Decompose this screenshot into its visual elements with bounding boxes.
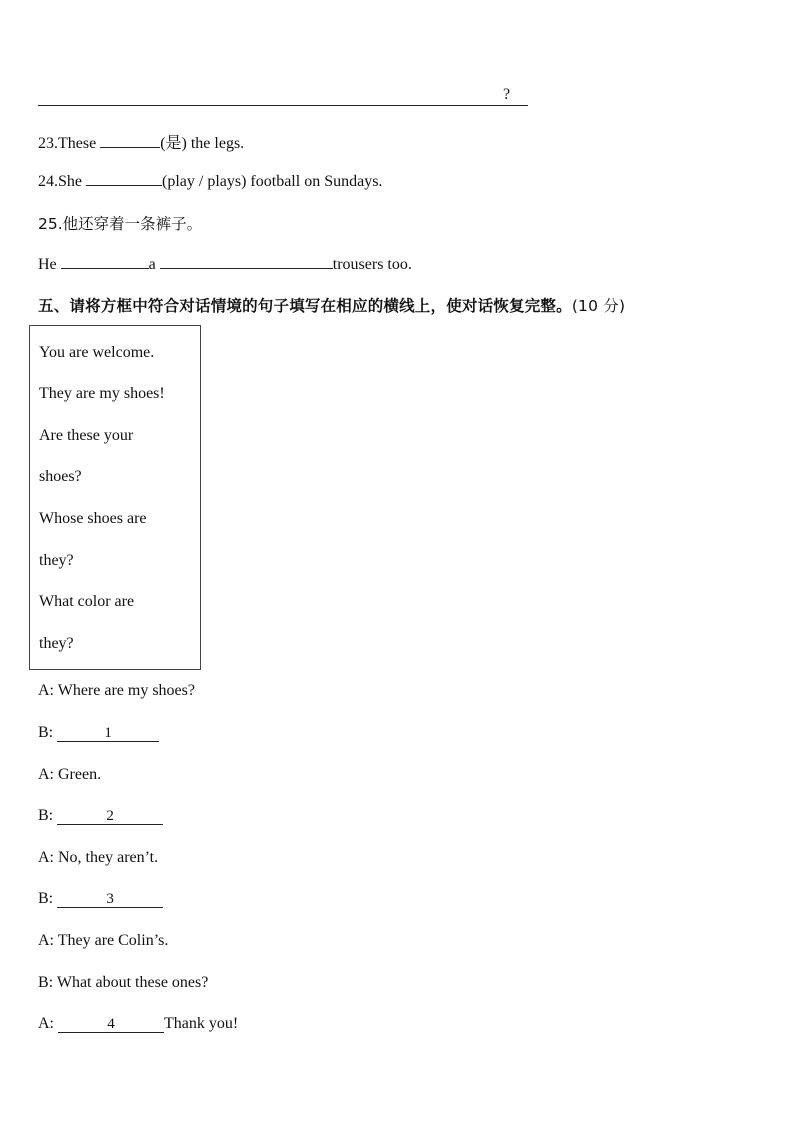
dialogue-text: Green.	[58, 766, 102, 783]
option-text: Whose shoes are	[39, 510, 147, 527]
dialogue-blank-4[interactable]: 4	[58, 1016, 164, 1033]
dialogue-blank-3[interactable]: 3	[57, 891, 163, 908]
answer-line-qmark: ?	[503, 86, 511, 103]
q24-number: 24.	[38, 173, 58, 190]
dialogue-text: No, they aren’t.	[58, 849, 159, 866]
speaker-label: A:	[38, 932, 54, 949]
dialogue-text: What about these ones?	[56, 974, 209, 991]
option-text: they?	[39, 635, 74, 652]
q25-blank-2[interactable]	[160, 254, 333, 269]
answer-line	[38, 105, 528, 106]
speaker-label: A:	[38, 682, 54, 699]
speaker-label: A:	[38, 1015, 54, 1032]
speaker-label: B:	[38, 807, 54, 824]
option-text: Are these your	[39, 427, 134, 444]
question-24	[38, 171, 382, 191]
q25-prefix: He	[38, 256, 61, 273]
dialogue-line	[38, 682, 195, 700]
option-text: They are my shoes!	[39, 385, 165, 402]
q25-number: 25.	[38, 215, 63, 233]
section-5-score: (10 分)	[571, 297, 626, 315]
q23-prefix: These	[58, 135, 101, 152]
q25-mid: a	[148, 256, 160, 273]
q23-hint: (是) the legs.	[160, 135, 245, 152]
speaker-label: B:	[38, 890, 54, 907]
dialogue-line	[38, 766, 101, 784]
options-box	[29, 325, 201, 670]
q24-prefix: She	[58, 173, 86, 190]
question-25-answer	[38, 254, 412, 274]
q25-suffix: trousers too.	[332, 256, 412, 273]
speaker-label: A:	[38, 849, 54, 866]
section-5-title: 五、请将方框中符合对话情境的句子填写在相应的横线上，使对话恢复完整。	[38, 297, 572, 315]
dialogue-line	[38, 890, 163, 908]
question-23	[38, 130, 244, 153]
dialogue-blank-1[interactable]: 1	[57, 725, 159, 742]
q23-number: 23.	[38, 135, 58, 152]
q25-chinese: 他还穿着一条裤子。	[62, 215, 203, 233]
dialogue-line	[38, 724, 159, 742]
q25-blank-1[interactable]	[61, 254, 149, 269]
option-text: shoes?	[39, 468, 82, 485]
dialogue-text: Where are my shoes?	[57, 682, 195, 699]
q24-hint: (play / plays) football on Sundays.	[162, 173, 383, 190]
speaker-label: A:	[38, 766, 54, 783]
option-text: What color are	[39, 593, 135, 610]
q23-blank[interactable]	[100, 133, 160, 148]
dialogue-text: They are Colin’s.	[57, 932, 169, 949]
question-25-prompt	[38, 212, 202, 234]
dialogue-line	[38, 849, 158, 867]
speaker-label: B:	[38, 974, 54, 991]
section-5-heading	[38, 294, 625, 316]
dialogue-line	[38, 807, 163, 825]
option-text: You are welcome.	[39, 344, 155, 361]
option-text: they?	[39, 552, 74, 569]
dialogue-text: Thank you!	[164, 1015, 239, 1032]
dialogue-line	[38, 974, 208, 992]
dialogue-line	[38, 932, 168, 950]
dialogue-line	[38, 1015, 238, 1033]
speaker-label: B:	[38, 724, 54, 741]
q24-blank[interactable]	[86, 171, 162, 186]
dialogue-blank-2[interactable]: 2	[57, 808, 163, 825]
